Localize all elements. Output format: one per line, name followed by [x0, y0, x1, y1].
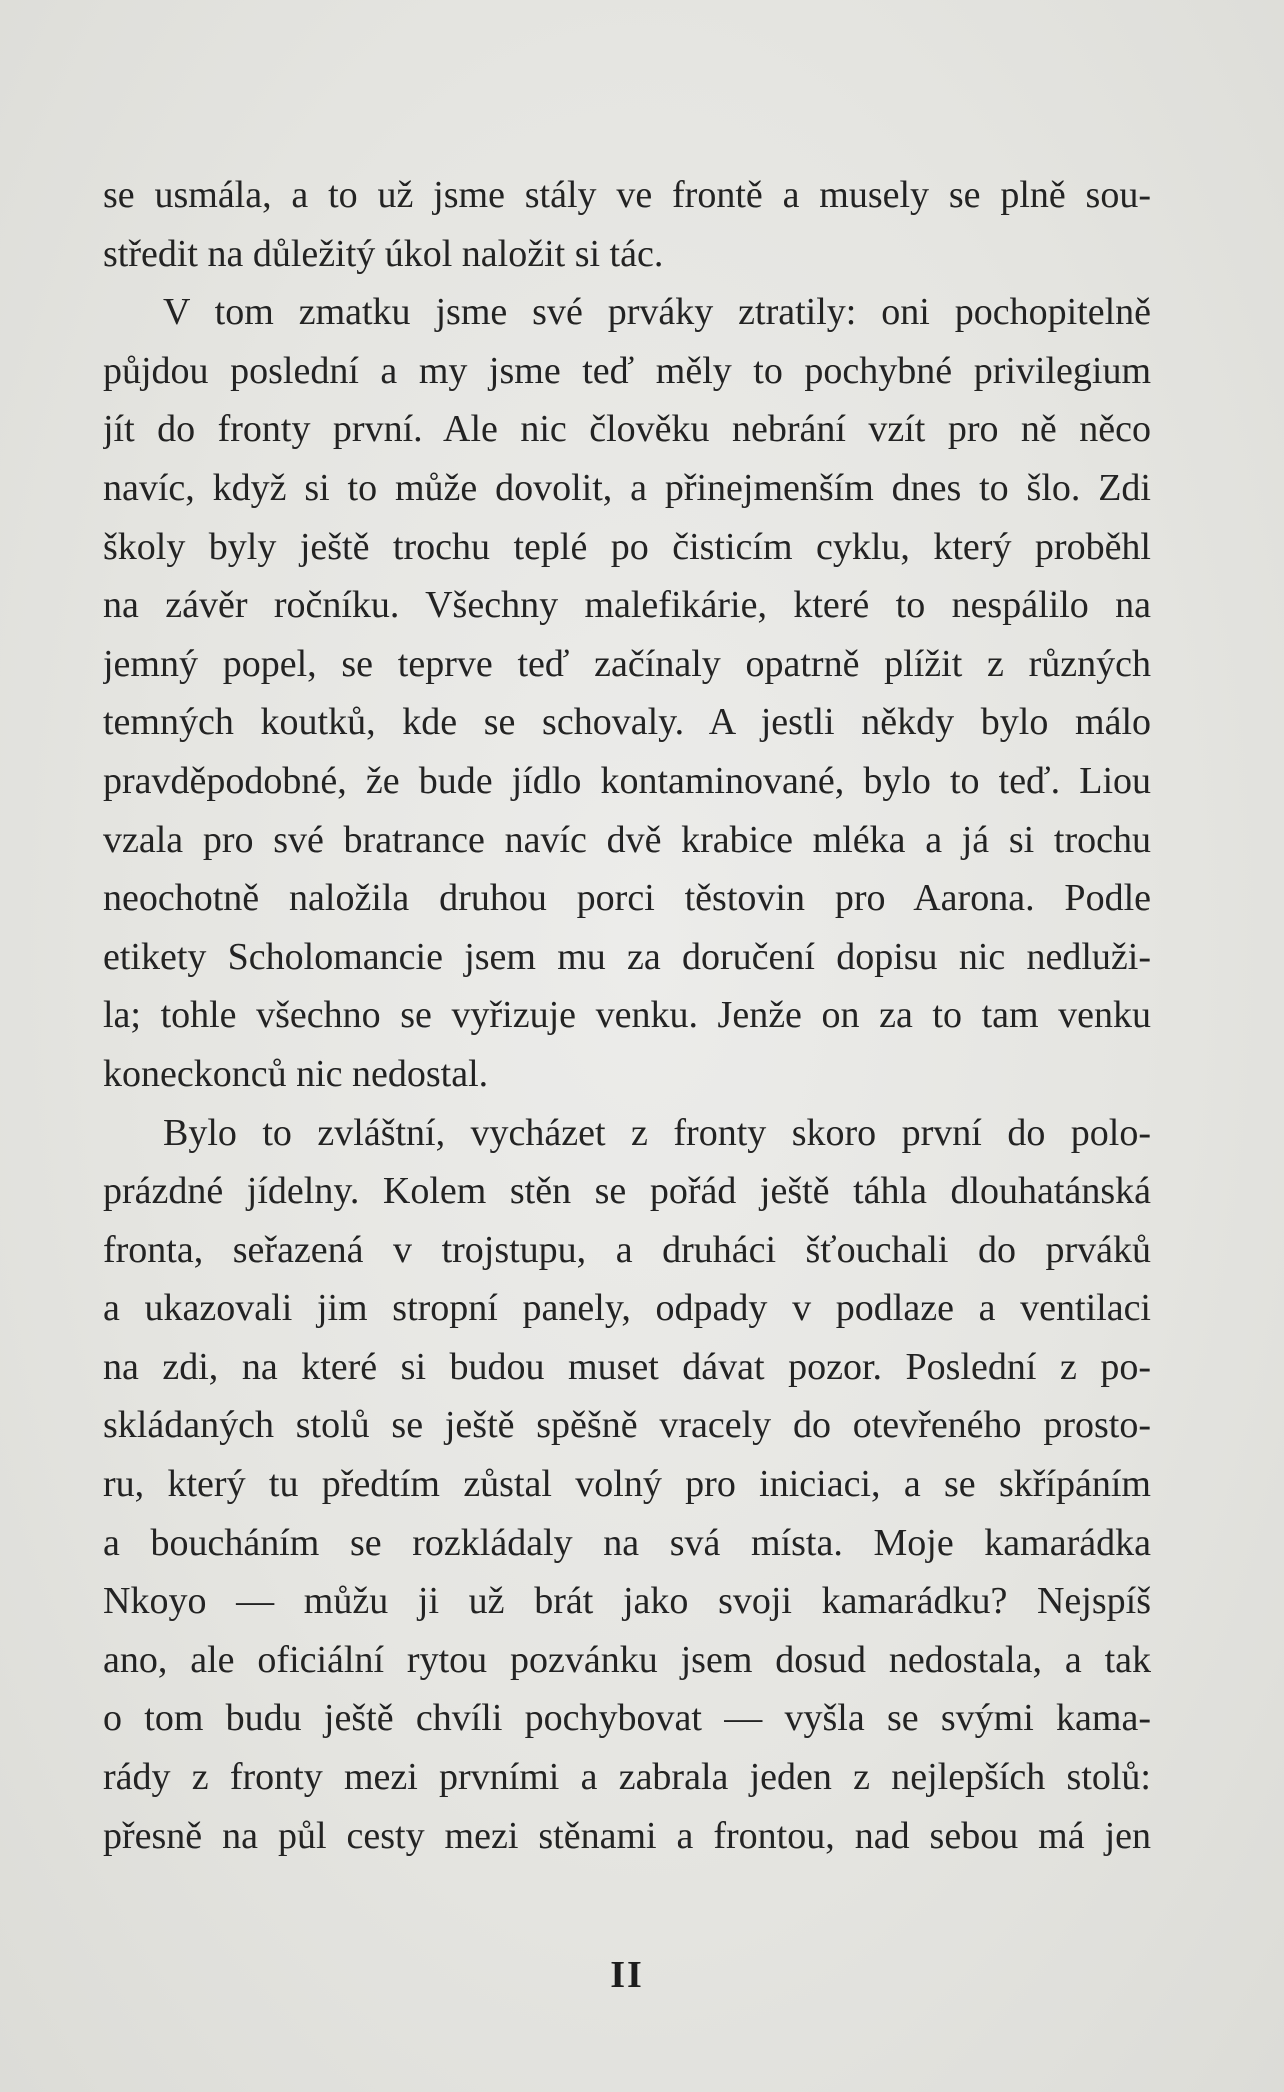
text-line: prázdné jídelny. Kolem stěn se pořád ještě táhla dlouhatánská [103, 1170, 1151, 1213]
text-line: fronta, seřazená v trojstupu, a druháci šťouchali do prváků [103, 1228, 1151, 1271]
text-line: ru, který tu předtím zůstal volný pro iniciaci, a se skřípáním [103, 1463, 1151, 1506]
text-line: a boucháním se rozkládaly na svá místa. Moje kamarádka [103, 1521, 1151, 1564]
text-line: pravděpodobné, že bude jídlo kontaminované, bylo to teď. Liou [103, 759, 1151, 802]
text-line: Nkoyo — můžu ji už brát jako svoji kamarádku? Nejspíš [103, 1580, 1151, 1623]
text-line: neochotně naložila druhou porci těstovin pro Aarona. Podle [103, 877, 1151, 920]
body-text [103, 166, 1151, 1865]
text-line: na zdi, na které si budou muset dávat pozor. Poslední z po- [103, 1345, 1151, 1388]
text-line: temných koutků, kde se schovaly. A jestli někdy bylo málo [103, 701, 1151, 744]
text-line: vzala pro své bratrance navíc dvě krabice mléka a já si trochu [103, 818, 1151, 861]
text-line: la; tohle všechno se vyřizuje venku. Jenže on za to tam venku [103, 994, 1151, 1037]
text-line: o tom budu ještě chvíli pochybovat — vyšla se svými kama- [103, 1697, 1151, 1740]
text-line: ano, ale oficiální rytou pozvánku jsem dosud nedostala, a tak [103, 1638, 1151, 1681]
text-line: půjdou poslední a my jsme teď měly to pochybné privilegium [103, 349, 1151, 392]
text-line: školy byly ještě trochu teplé po čisticím cyklu, který proběhl [103, 525, 1151, 568]
text-line: jemný popel, se teprve teď začínaly opatrně plížit z různých [103, 642, 1151, 685]
text-line: přesně na půl cesty mezi stěnami a frontou, nad sebou má jen [103, 1814, 1151, 1857]
text-line: Bylo to zvláštní, vycházet z fronty skoro první do polo- [163, 1111, 1151, 1154]
text-line: středit na důležitý úkol naložit si tác. [103, 232, 664, 275]
text-line: skládaných stolů se ještě spěšně vracely do otevřeného prosto- [103, 1404, 1151, 1447]
text-line: koneckonců nic nedostal. [103, 1052, 489, 1095]
text-line: etikety Scholomancie jsem mu za doručení dopisu nic nedluži- [103, 935, 1151, 978]
text-line: a ukazovali jim stropní panely, odpady v podlaze a ventilaci [103, 1287, 1151, 1330]
text-line: V tom zmatku jsme své prváky ztratily: oni pochopitelně [163, 291, 1151, 334]
text-line: jít do fronty první. Ale nic člověku nebrání vzít pro ně něco [103, 408, 1151, 451]
text-line: rády z fronty mezi prvními a zabrala jeden z nejlepších stolů: [103, 1756, 1151, 1799]
text-line: na závěr ročníku. Všechny malefikárie, které to nespálilo na [103, 584, 1151, 627]
page-number: II [610, 1954, 644, 1996]
text-line: navíc, když si to může dovolit, a přinejmenším dnes to šlo. Zdi [103, 466, 1151, 509]
text-line: se usmála, a to už jsme stály ve frontě a musely se plně sou- [103, 174, 1151, 216]
